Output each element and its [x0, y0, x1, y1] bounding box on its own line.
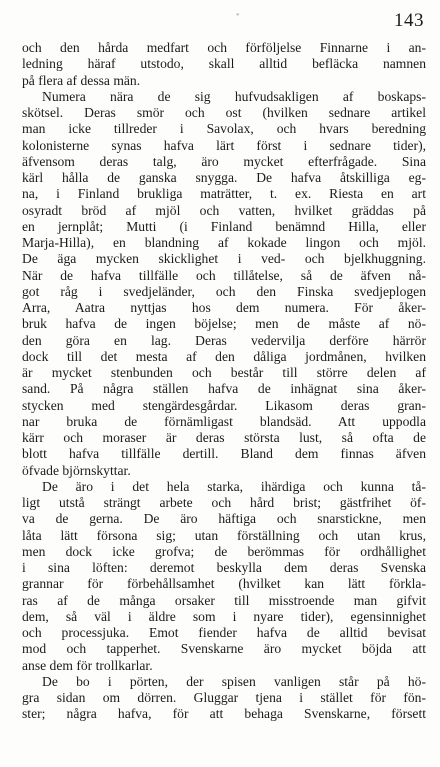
text-line: Arra, Aatra nyttjas hos dem numera. För åker- — [22, 300, 426, 315]
text-line: skötsel. Deras smör och ost (hvilken sednare artikel — [22, 105, 426, 120]
text-line: När de hafva tillfälle och tillåtelse, så de äfven nå- — [22, 267, 426, 283]
text-line: De äga mycken skicklighet i ved- och bjelkhuggning. — [22, 251, 426, 267]
text-line: osyradt bröd af mjöl och vatten, hvilket gräddas på — [22, 202, 426, 218]
text-line: na, i Finland brukliga maträtter, t. ex. Riesta en art — [22, 186, 426, 202]
text-line: Marja-Hilla), en blandning af kokade lingon och mjöl. — [22, 235, 426, 250]
text-line: gra sidan om dörren. Gluggar tjena i stället för fön- — [22, 690, 426, 705]
text-line: va de gerna. De äro häftiga och snarstickne, men — [22, 511, 426, 527]
text-line: och den hårda medfart och förföljelse Finnarne i an- — [22, 40, 426, 55]
text-line: och processjuka. Emot fiender hafva de alltid bevisat — [22, 625, 426, 640]
page-number: 143 — [394, 10, 424, 31]
text-line: grannar för förbehållsamhet (hvilket kan lätt förkla- — [22, 576, 426, 592]
page-marker: * — [236, 12, 240, 20]
text-line: got råg i svedjeländer, och den Finska svedjeplogen — [22, 283, 426, 299]
text-line: kolonisterne synas hafva lärt först i sednare tider), — [22, 137, 426, 153]
text-line: på flera af dessa män. — [22, 72, 141, 88]
text-line: De bo i pörten, der spisen vanligen står på hö- — [42, 673, 426, 689]
text-line: en jernplåt; Mutti (i Finland benämnd Hilla, eller — [22, 218, 426, 234]
text-line: ligt utstå strängt arbete och hård brist; gästfrihet öf- — [22, 495, 426, 510]
text-line: ster; några hafva, för att behaga Svenskarne, försett — [22, 706, 426, 722]
text-line: sand. På några ställen hafva de inhägnat sina åker- — [22, 381, 426, 397]
text-line: ledning häraf utstodo, skall alltid befläcka namnen — [22, 56, 426, 72]
text-line: i sina löften: deremot beskylla dem deras Svenska — [22, 560, 426, 575]
text-line: dem, så väl i äldre som i nyare tider), egensinnighet — [22, 608, 426, 624]
text-line: bruk hafva de ingen böjelse; men de måste af nö- — [22, 316, 426, 332]
text-line: dock till det mesta af den dåliga jordmånen, hvilken — [22, 348, 426, 364]
text-line: öfvade björnskyttar. — [22, 462, 131, 478]
text-line: kärr och moraser är deras största lust, så ofta de — [22, 430, 426, 445]
text-line: anse dem för trollkarlar. — [22, 657, 153, 673]
text-line: är mycket stenbunden och består till större delen af — [22, 365, 426, 380]
text-line: låta lätt försona sig; utan förställning och utan krus, — [22, 527, 426, 543]
text-line: mod och tapperhet. Svenskarne äro mycket böjda att — [22, 641, 426, 657]
text-line: äfvensom deras talg, äro mycket efterfrågade. Sina — [22, 153, 426, 169]
text-line: man icke tillreder i Savolax, och hvars beredning — [22, 121, 426, 137]
text-line: nar bruka de förnämligast blandsäd. Att uppodla — [22, 413, 426, 429]
text-line: kärl hålla de ganska snygga. De hafva åtskilliga eg- — [22, 170, 426, 185]
text-line: De äro i det hela starka, ihärdiga och kunna tå- — [42, 478, 426, 494]
text-line: stycken med stengärdesgårdar. Likasom deras gran- — [22, 397, 426, 413]
text-line: ras af de många orsaker till misstroende man gifvit — [22, 592, 426, 608]
text-line: Numera nära de sig hufvudsakligen af boskaps- — [42, 88, 426, 104]
text-line: men dock icke grofva; de berömmas för ordhållighet — [22, 543, 426, 559]
text-line: blott hafva tillfälle dertill. Bland dem finnas äfven — [22, 446, 426, 462]
body-text — [22, 40, 426, 723]
text-line: den göra en lag. Deras vedervilja derföre härrör — [22, 332, 426, 348]
